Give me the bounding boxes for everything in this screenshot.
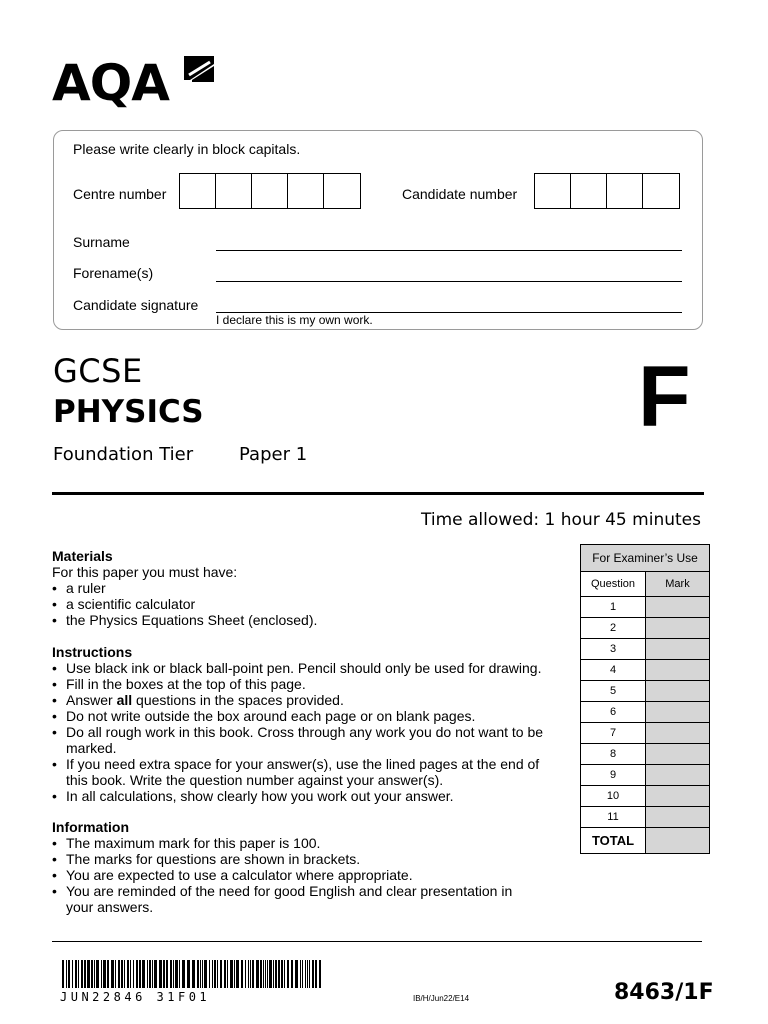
question-number: 6 [581, 702, 646, 723]
question-number: 4 [581, 660, 646, 681]
mark-cell [646, 639, 710, 660]
question-number: 5 [581, 681, 646, 702]
candidate-number-label: Candidate number [402, 186, 518, 202]
question-column-header: Question [581, 572, 646, 597]
question-number: 10 [581, 786, 646, 807]
materials-intro: For this paper you must have: [52, 564, 238, 580]
forename-line[interactable] [216, 281, 682, 282]
total-mark-cell [646, 828, 710, 854]
mark-cell [646, 807, 710, 828]
declaration-text: I declare this is my own work. [216, 313, 373, 327]
answer-all-prefix: Answer [66, 692, 117, 708]
mark-cell [646, 765, 710, 786]
centre-number-label: Centre number [73, 186, 167, 202]
mark-cell [646, 702, 710, 723]
question-number: 2 [581, 618, 646, 639]
paper-code: 8463/1F [614, 980, 714, 1005]
subject-title: PHYSICS [53, 394, 204, 430]
title-divider [52, 492, 704, 495]
surname-label: Surname [73, 234, 130, 250]
tier-label: Foundation Tier [53, 444, 194, 465]
list-item: • Fill in the boxes at the top of this page. [52, 676, 557, 692]
mark-cell [646, 681, 710, 702]
centre-digit-box[interactable] [216, 174, 252, 208]
centre-digit-box[interactable] [180, 174, 216, 208]
list-item: • a ruler [52, 580, 562, 596]
list-item: • the Physics Equations Sheet (enclosed). [52, 612, 562, 628]
list-item: • In all calculations, show clearly how you work out your answer. [52, 788, 557, 804]
examiner-table-title: For Examiner’s Use [581, 545, 710, 572]
candidate-digit-box[interactable] [571, 174, 607, 208]
information-heading: Information [52, 819, 129, 835]
paper-reference: IB/H/Jun22/E14 [413, 994, 470, 1003]
centre-digit-box[interactable] [252, 174, 288, 208]
list-item: • Do not write outside the box around each page or on blank pages. [52, 708, 557, 724]
mark-column-header: Mark [646, 572, 710, 597]
question-number: 1 [581, 597, 646, 618]
mark-cell [646, 744, 710, 765]
list-item: • You are reminded of the need for good English and clear presentation in your answers. [52, 883, 532, 915]
barcode-number: JUN22846 31F01 [60, 990, 211, 1004]
candidate-number-boxes[interactable] [534, 173, 680, 209]
signature-label: Candidate signature [73, 297, 199, 313]
mark-cell [646, 618, 710, 639]
question-number: 7 [581, 723, 646, 744]
surname-line[interactable] [216, 250, 682, 251]
question-number: 11 [581, 807, 646, 828]
materials-list [52, 580, 562, 628]
logo-mark-icon [180, 54, 218, 84]
list-item: • Do all rough work in this book. Cross through any work you do not want to be marked. [52, 724, 557, 756]
list-item [52, 692, 557, 708]
logo-text: AQA [52, 54, 169, 112]
list-item: • a scientific calculator [52, 596, 562, 612]
centre-digit-box[interactable] [324, 174, 360, 208]
question-number: 8 [581, 744, 646, 765]
candidate-digit-box[interactable] [535, 174, 571, 208]
candidate-details-box [53, 130, 703, 330]
candidate-digit-box[interactable] [643, 174, 679, 208]
forename-label: Forename(s) [73, 265, 154, 281]
paper-label: Paper 1 [239, 444, 308, 465]
list-item: • If you need extra space for your answer(s), use the lined pages at the end of this book. Write the question number against your answer(s). [52, 756, 557, 788]
list-item: • You are expected to use a calculator where appropriate. [52, 867, 532, 883]
mark-cell [646, 660, 710, 681]
block-capitals-instruction: Please write clearly in block capitals. [73, 141, 301, 157]
time-allowed: Time allowed: 1 hour 45 minutes [421, 510, 701, 530]
instructions-heading: Instructions [52, 644, 133, 660]
information-list [52, 835, 532, 915]
instructions-list [52, 660, 557, 804]
mark-cell [646, 597, 710, 618]
aqa-logo [52, 56, 169, 110]
question-number: 9 [581, 765, 646, 786]
barcode-icon [62, 960, 324, 988]
qualification-title: GCSE [53, 352, 143, 390]
centre-number-boxes[interactable] [179, 173, 361, 209]
answer-all-suffix: questions in the spaces provided. [132, 692, 344, 708]
answer-all-emphasis: all [116, 692, 133, 708]
mark-cell [646, 723, 710, 744]
list-item: • The maximum mark for this paper is 100. [52, 835, 532, 851]
mark-cell [646, 786, 710, 807]
question-number: 3 [581, 639, 646, 660]
candidate-digit-box[interactable] [607, 174, 643, 208]
centre-digit-box[interactable] [288, 174, 324, 208]
total-label: TOTAL [581, 828, 646, 854]
footer-divider [52, 941, 702, 942]
list-item: • Use black ink or black ball-point pen. Pencil should only be used for drawing. [52, 660, 557, 676]
materials-heading: Materials [52, 548, 113, 564]
tier-letter: F [638, 349, 691, 445]
list-item: • The marks for questions are shown in brackets. [52, 851, 532, 867]
examiner-use-table [580, 544, 710, 854]
